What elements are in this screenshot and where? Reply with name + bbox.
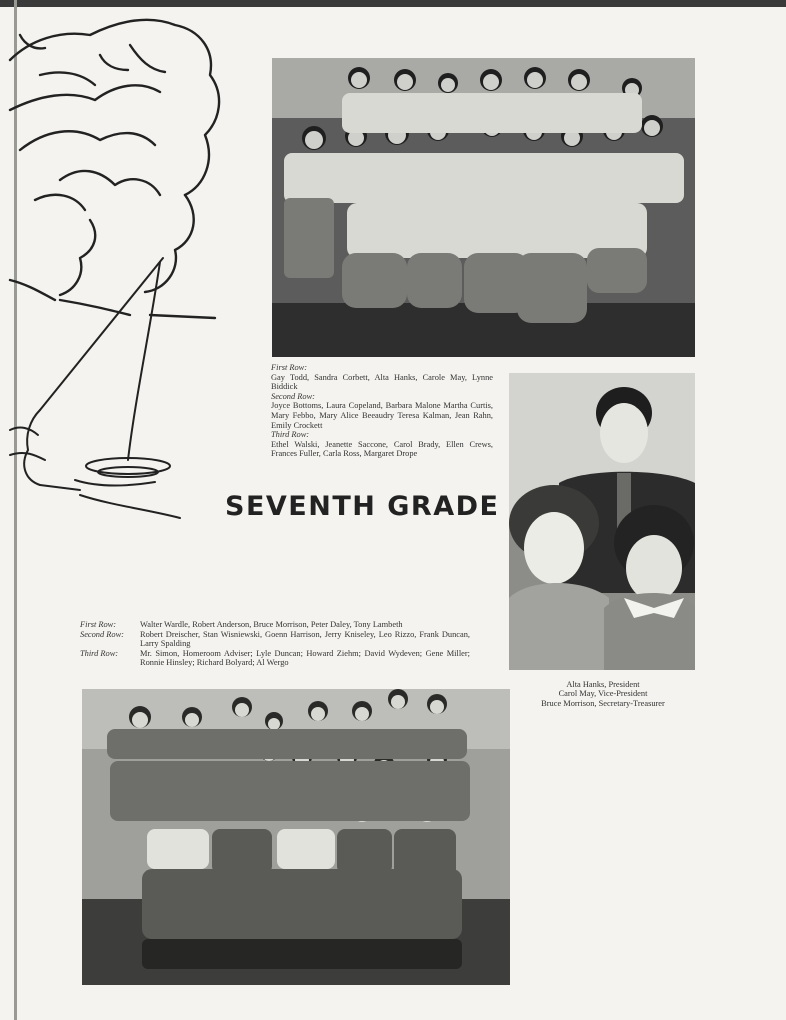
- girls-row-label: Third Row:: [271, 430, 310, 440]
- girls-row-names: Gay Todd, Sandra Corbett, Alta Hanks, Carole May, Lynne Biddick: [271, 372, 493, 392]
- girls-photo-caption: [271, 363, 493, 459]
- boys-caption-row: [80, 649, 470, 668]
- boys-caption-row: [80, 620, 470, 630]
- officer-president: Alta Hanks, President: [566, 680, 640, 689]
- officer-vice-president: Carol May, Vice-President: [558, 689, 648, 699]
- boys-row-names: Mr. Simon, Homeroom Adviser; Lyle Duncan; Howard Ziehm; David Wydeven; Gene Miller; Ronnie Hinsley; Richard Bolyard; Al Wergo: [140, 648, 470, 668]
- girls-row-label: Second Row:: [271, 391, 315, 401]
- class-officers-photo: [509, 373, 695, 670]
- boys-row-label: Second Row:: [80, 629, 124, 639]
- page-title: SEVENTH GRADE: [225, 491, 500, 522]
- boys-caption-row: [80, 630, 470, 649]
- boys-class-photo: [82, 689, 510, 985]
- girls-class-photo: [272, 58, 695, 357]
- officers-caption: [509, 680, 697, 708]
- officer-secretary-treasurer: Bruce Morrison, Secretary-Treasurer: [541, 698, 665, 708]
- tree-fishing-sketch: [0, 0, 240, 540]
- girls-row-label: First Row:: [271, 363, 308, 372]
- girls-row-names: Ethel Walski, Jeanette Saccone, Carol Brady, Ellen Crews, Frances Fuller, Carla Ross, Margaret Drope: [271, 439, 493, 459]
- boys-photo-caption: [80, 620, 470, 668]
- boys-row-label: Third Row:: [80, 648, 119, 658]
- boys-row-names: Robert Dreischer, Stan Wisniewski, Goenn Harrison, Jerry Kniseley, Leo Rizzo, Frank Duncan, Larry Spalding: [140, 629, 470, 649]
- boys-row-names: Walter Wardle, Robert Anderson, Bruce Morrison, Peter Daley, Tony Lambeth: [140, 620, 403, 629]
- boys-row-label: First Row:: [80, 620, 117, 629]
- girls-row-names: Joyce Bottoms, Laura Copeland, Barbara Malone Martha Curtis, Mary Febbo, Mary Alice Beeaudry Teresa Kalman, Jean Rahn, Emily Crockett: [271, 401, 493, 430]
